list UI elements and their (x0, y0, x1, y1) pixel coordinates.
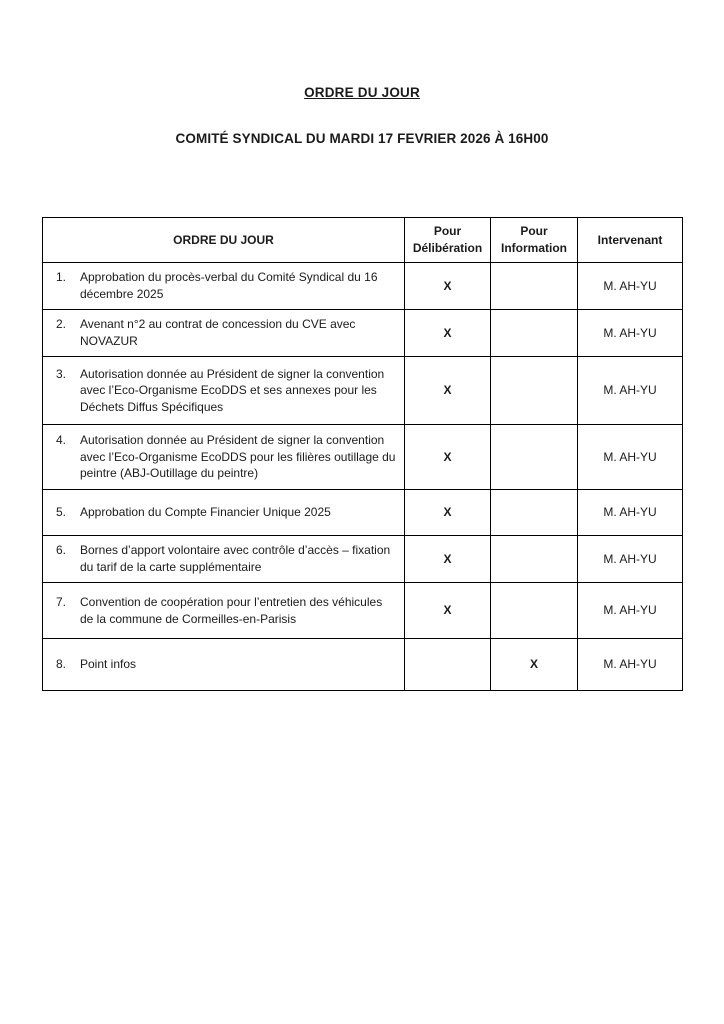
column-header-intervenant: Intervenant (578, 218, 683, 263)
information-mark (491, 490, 578, 536)
deliberation-mark: X (405, 357, 491, 425)
item-number: 1. (56, 270, 67, 285)
item-number: 5. (56, 505, 67, 520)
deliberation-mark: X (405, 310, 491, 357)
table-row (43, 357, 683, 425)
column-header-pour-deliberation: Pour Délibération (405, 218, 491, 263)
information-mark (491, 357, 578, 425)
item-number: 4. (56, 433, 67, 448)
item-text: Convention de coopération pour l’entretien des véhicules de la commune de Cormeilles-en-Parisis (80, 594, 383, 626)
table-row (43, 310, 683, 357)
agenda-table (42, 217, 683, 691)
item-number: 6. (56, 543, 67, 558)
intervenant-name: M. AH-YU (578, 490, 683, 536)
agenda-item-cell (43, 357, 405, 425)
information-mark (491, 263, 578, 310)
item-number: 3. (56, 366, 67, 381)
intervenant-name: M. AH-YU (578, 310, 683, 357)
deliberation-mark: X (405, 490, 491, 536)
intervenant-name: M. AH-YU (578, 425, 683, 490)
item-text: Bornes d’apport volontaire avec contrôle d’accès – fixation du tarif de la carte supplémentaire (80, 543, 391, 574)
table-row (43, 583, 683, 639)
document-title: ORDRE DU JOUR (304, 85, 420, 100)
intervenant-name: M. AH-YU (578, 263, 683, 310)
agenda-item-cell (43, 490, 405, 536)
item-text: Approbation du Compte Financier Unique 2025 (80, 505, 331, 520)
agenda-item-cell (43, 310, 405, 357)
item-number: 2. (56, 317, 67, 332)
information-mark (491, 310, 578, 357)
table-row (43, 263, 683, 310)
table-row (43, 536, 683, 583)
agenda-item-cell (43, 583, 405, 639)
column-header-ordre-du-jour: ORDRE DU JOUR (43, 218, 405, 263)
information-mark: X (491, 639, 578, 691)
intervenant-name: M. AH-YU (578, 639, 683, 691)
agenda-item-cell (43, 425, 405, 490)
item-text: Point infos (80, 657, 137, 672)
item-number: 7. (56, 594, 67, 609)
intervenant-name: M. AH-YU (578, 536, 683, 583)
column-header-pour-information: Pour Information (491, 218, 578, 263)
information-mark (491, 425, 578, 490)
table-row (43, 425, 683, 490)
item-text: Approbation du procès-verbal du Comité Syndical du 16 décembre 2025 (80, 270, 378, 301)
deliberation-mark: X (405, 425, 491, 490)
deliberation-mark: X (405, 536, 491, 583)
information-mark (491, 536, 578, 583)
deliberation-mark (405, 639, 491, 691)
intervenant-name: M. AH-YU (578, 357, 683, 425)
table-row (43, 639, 683, 691)
item-text: Autorisation donnée au Président de signer la convention avec l’Eco-Organisme EcoDDS et ses annexes pour les Déchets Diffus Spécifiques (80, 366, 385, 414)
agenda-item-cell (43, 263, 405, 310)
item-number: 8. (56, 657, 67, 672)
table-header-row (43, 218, 683, 263)
deliberation-mark: X (405, 583, 491, 639)
item-text: Autorisation donnée au Président de signer la convention avec l’Eco-Organisme EcoDDS pour les filières outillage du peintre (ABJ-Outillage du peintre) (80, 433, 396, 481)
agenda-item-cell (43, 639, 405, 691)
item-text: Avenant n°2 au contrat de concession du CVE avec NOVAZUR (80, 317, 356, 348)
agenda-item-cell (43, 536, 405, 583)
information-mark (491, 583, 578, 639)
table-row (43, 490, 683, 536)
intervenant-name: M. AH-YU (578, 583, 683, 639)
deliberation-mark: X (405, 263, 491, 310)
document-subtitle: COMITÉ SYNDICAL DU MARDI 17 FEVRIER 2026 À 16H00 (175, 131, 549, 146)
